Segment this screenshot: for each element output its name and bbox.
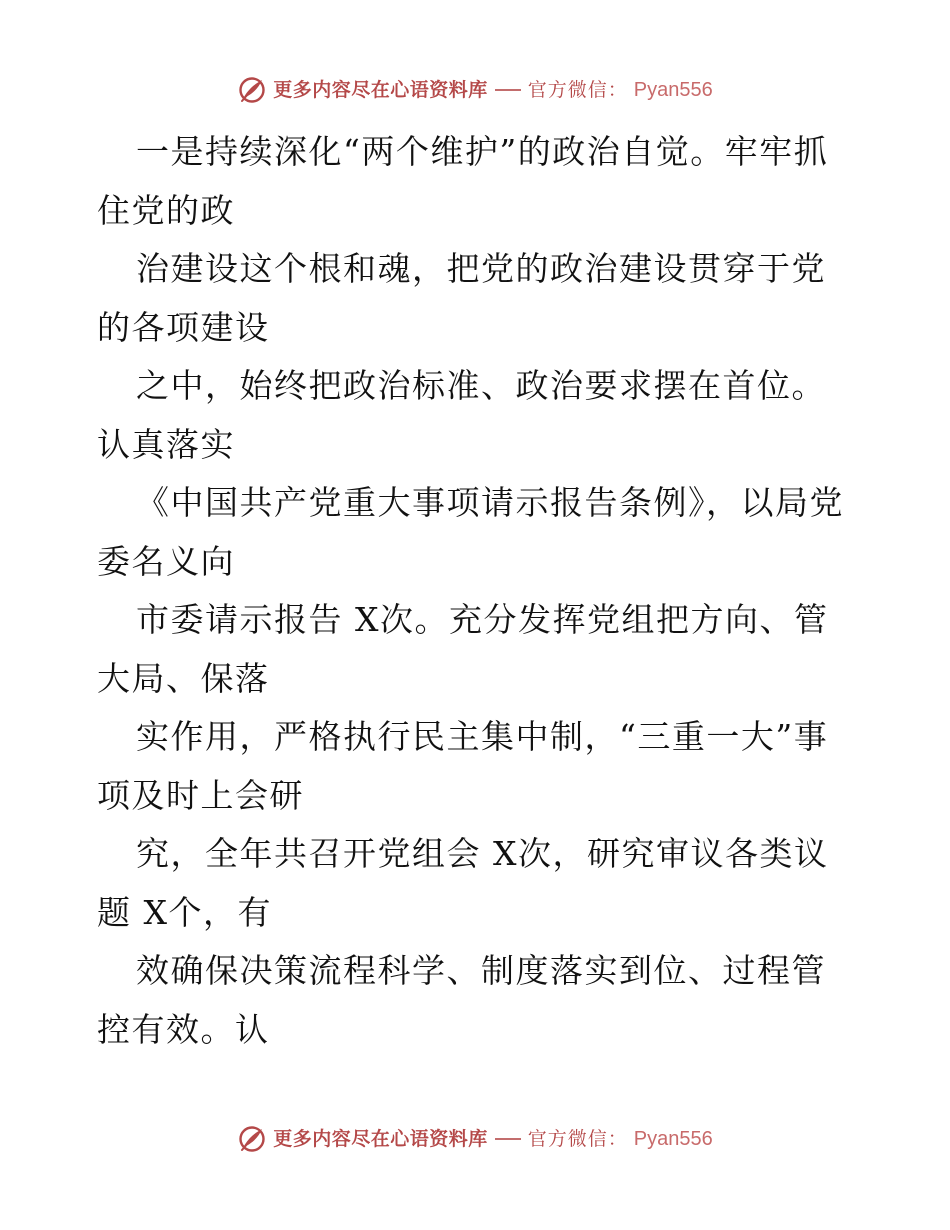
paragraph-line: 治建设这个根和魂，把党的政治建设贯穿于党的各项建设 [97, 249, 826, 347]
document-body [97, 123, 857, 1059]
header-divider [495, 89, 521, 91]
paragraph-line: 效确保决策流程科学、制度落实到位、过程管控有效。认 [97, 951, 826, 1049]
paragraph-line: 究，全年共召开党组会 X次，研究审议各类议题 X个，有 [97, 834, 829, 932]
footer-wechat-id: Pyan556 [633, 1128, 713, 1150]
paragraph-line: 之中，始终把政治标准、政治要求摆在首位。认真落实 [97, 366, 826, 464]
footer-divider [495, 1138, 521, 1140]
footer-watermark-banner [0, 1124, 950, 1154]
header-brand-text: 更多内容尽在心语资料库 [273, 78, 488, 101]
paragraph-line: 《中国共产党重大事项请示报告条例》，以局党委名义向 [97, 483, 844, 581]
header-wechat-id: Pyan556 [633, 79, 713, 101]
paragraph-line: 一是持续深化“两个维护”的政治自觉。牢牢抓住党的政 [97, 132, 829, 230]
footer-wechat-label: 官方微信： [527, 1127, 628, 1150]
paragraph-line: 市委请示报告 X次。充分发挥党组把方向、管大局、保落 [97, 600, 829, 698]
footer-brand-text: 更多内容尽在心语资料库 [273, 1127, 488, 1150]
header-wechat-label: 官方微信： [527, 78, 628, 101]
quill-pen-circle-icon [237, 1124, 267, 1154]
header-watermark-banner [0, 75, 950, 105]
quill-pen-circle-icon [237, 75, 267, 105]
paragraph-line: 实作用，严格执行民主集中制，“三重一大”事项及时上会研 [97, 717, 829, 815]
